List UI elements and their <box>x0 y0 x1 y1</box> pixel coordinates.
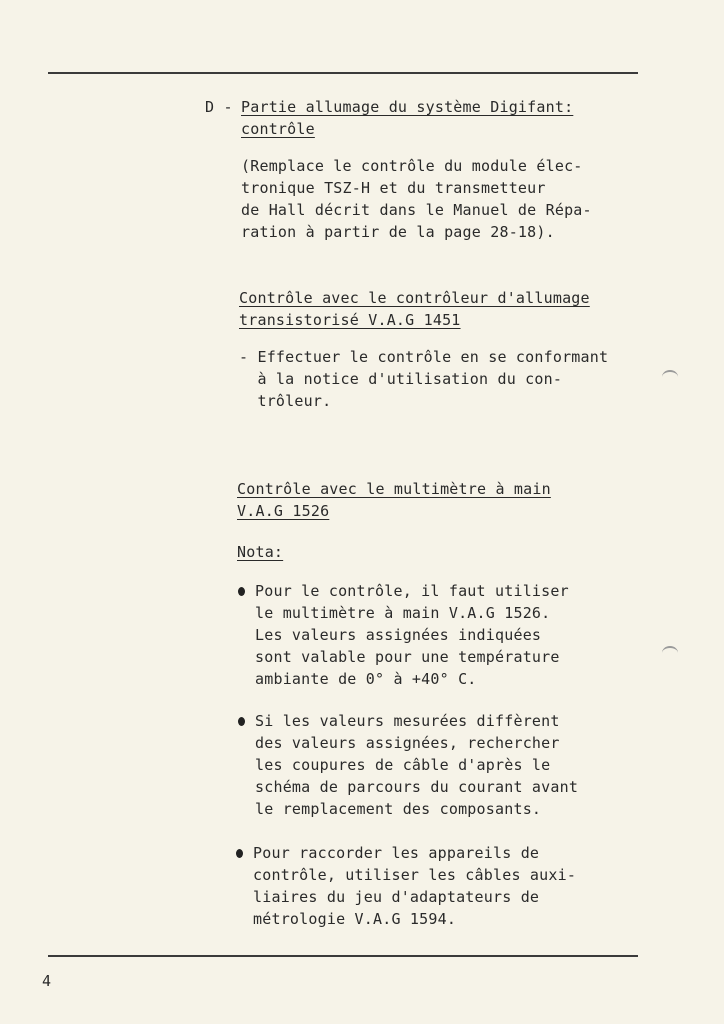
bullet1-line5: ambiante de 0° à +40° C. <box>255 670 477 688</box>
section-prefix: D - <box>205 98 233 116</box>
section-title-line1: Partie allumage du système Digifant: <box>241 98 574 116</box>
intro-line-4: ration à partir de la page 28-18). <box>241 223 555 241</box>
bullet-dot-3 <box>236 849 243 858</box>
bullet-dot-2 <box>238 717 245 726</box>
block2-heading-line2: V.A.G 1526 <box>237 502 330 520</box>
block1-heading-line2: transistorisé V.A.G 1451 <box>239 311 461 329</box>
page-number: 4 <box>42 972 52 990</box>
top-rule <box>48 72 638 74</box>
bullet2-line1: Si les valeurs mesurées diffèrent <box>255 712 560 730</box>
bullet1-line3: Les valeurs assignées indiquées <box>255 626 542 644</box>
block1-item-line1: - Effectuer le contrôle en se conformant <box>239 348 609 366</box>
bullet3-line3: liaires du jeu d'adaptateurs de <box>253 888 540 906</box>
section-title-line2: contrôle <box>241 120 315 138</box>
bullet3-line2: contrôle, utiliser les câbles auxi- <box>253 866 577 884</box>
bullet2-line4: schéma de parcours du courant avant <box>255 778 579 796</box>
bullet-dot-1 <box>238 587 245 596</box>
intro-line-2: tronique TSZ-H et du transmetteur <box>241 179 546 197</box>
bottom-rule <box>48 955 638 957</box>
nota-label: Nota: <box>237 543 284 561</box>
punch-hole-upper <box>662 370 678 384</box>
bullet1-line1: Pour le contrôle, il faut utiliser <box>255 582 569 600</box>
bullet3-line4: métrologie V.A.G 1594. <box>253 910 457 928</box>
bullet2-line5: le remplacement des composants. <box>255 800 542 818</box>
intro-line-3: de Hall décrit dans le Manuel de Répa- <box>241 201 592 219</box>
bullet2-line2: des valeurs assignées, rechercher <box>255 734 560 752</box>
bullet3-line1: Pour raccorder les appareils de <box>253 844 540 862</box>
bullet2-line3: les coupures de câble d'après le <box>255 756 551 774</box>
intro-line-1: (Remplace le contrôle du module élec- <box>241 157 583 175</box>
punch-hole-lower <box>662 646 678 660</box>
bullet1-line4: sont valable pour une température <box>255 648 560 666</box>
block1-item-line3: trôleur. <box>239 392 332 410</box>
block1-heading-line1: Contrôle avec le contrôleur d'allumage <box>239 289 590 307</box>
bullet1-line2: le multimètre à main V.A.G 1526. <box>255 604 551 622</box>
block2-heading-line1: Contrôle avec le multimètre à main <box>237 480 551 498</box>
block1-item-line2: à la notice d'utilisation du con- <box>239 370 563 388</box>
